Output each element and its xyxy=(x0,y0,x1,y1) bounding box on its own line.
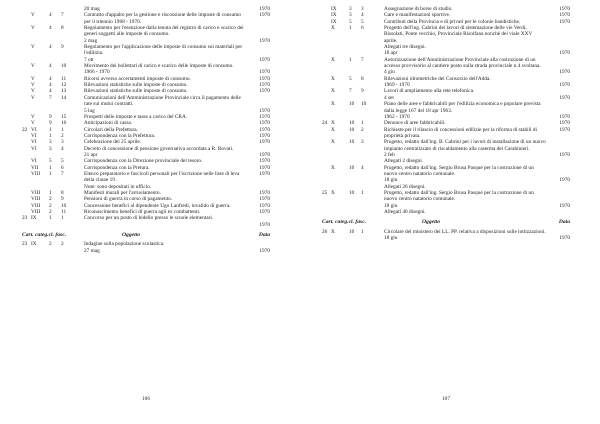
year-cell: 1970 xyxy=(559,82,570,89)
year-cell: 1970 xyxy=(559,94,570,101)
left-page xyxy=(22,6,270,254)
categoria-cell: X xyxy=(331,126,335,133)
categoria-cell: IX xyxy=(331,6,337,12)
oggetto-cell: 2 mag xyxy=(84,37,98,44)
fascicolo-cell: 16 xyxy=(61,120,67,127)
oggetto-cell: 4 giu xyxy=(384,69,395,76)
oggetto-cell: Progetto, redatto dall'ing. Sergio Brusa Pasqué per la costruzione di un nuovo centro natatorio comunale. xyxy=(384,164,534,177)
fascicolo-cell: 1 xyxy=(361,228,364,235)
classe-cell: 2 xyxy=(49,202,52,209)
oggetto-cell: Circolare del ministero dei LL. PP. relativa a disposizioni sulle lottizzazioni. xyxy=(384,228,546,235)
oggetto-cell: Corrispondenza con la Direzione provinciale del tesoro. xyxy=(84,158,203,165)
classe-cell: 5 xyxy=(49,158,52,165)
table-row xyxy=(322,139,570,152)
year-cell: 1970 xyxy=(259,132,270,139)
categoria-cell: V xyxy=(31,63,35,70)
busta-cell: 23 xyxy=(22,241,28,248)
year-cell: 1970 xyxy=(559,202,570,209)
oggetto-cell: Concorso per un posto di bidello presso le scuole elementari. xyxy=(84,215,214,222)
classe-cell: 2 xyxy=(49,196,52,203)
year-cell: 1970 xyxy=(559,235,570,242)
oggetto-cell: Piano delle aree e fabbricabili per l'edilizia economica e popolare prevista dalla legge 167 del 18 apr 1963. xyxy=(384,101,541,114)
classe-cell: 5 xyxy=(349,75,352,82)
classe-cell: 1 xyxy=(349,56,352,63)
oggetto-cell: Note: sono depositati in ufficio. xyxy=(84,183,152,190)
oggetto-cell: Progetto dell'ing. Cabrini dei lavori di sistemazione delle vie Verdi, Bissolati, Ponte vecchio, Provinciale Risolfana nonché del viale XXV aprile. xyxy=(384,25,533,44)
year-cell: 1970 xyxy=(559,120,570,127)
year-cell: 1970 xyxy=(559,69,570,76)
categoria-cell: V xyxy=(31,44,35,51)
table-row xyxy=(22,95,270,108)
oggetto-cell: Progetto, redatto dall'ing. B. Cabrini per i lavori di installazione di un nuovo impianto centralizzato di riscaldamento alla caserma dei Carabinieri. xyxy=(384,139,546,152)
categoria-cell: IX xyxy=(331,18,337,25)
year-cell: 1970 xyxy=(259,113,270,120)
oggetto-cell: Prospetti delle imposte e tasse a carico del CRA. xyxy=(84,113,188,120)
oggetto-cell: Decreto di concessione di pensione governativa accordata a R. Rovati. xyxy=(84,145,234,152)
right-page xyxy=(322,6,570,241)
categoria-cell: V xyxy=(31,12,35,19)
header-cart: Cart. categ.cl. fasc. xyxy=(322,219,367,226)
oggetto-cell: 18 giu xyxy=(384,235,398,242)
classe-cell: 10 xyxy=(349,120,355,127)
categoria-cell: X xyxy=(331,25,335,32)
classe-cell: 4 xyxy=(49,63,52,70)
classe-cell: 2 xyxy=(49,241,52,248)
categoria-cell: VI xyxy=(31,139,37,146)
oggetto-cell: Riconoscimento benefici di guerra agli ex combattenti. xyxy=(84,209,201,215)
left-table-header xyxy=(22,232,270,238)
fascicolo-cell: 8 xyxy=(61,25,64,32)
fascicolo-cell: 9 xyxy=(61,44,64,51)
fascicolo-cell: 4 xyxy=(61,145,64,152)
year-cell: 1970 xyxy=(259,202,270,209)
categoria-cell: X xyxy=(331,120,335,127)
categoria-cell: X xyxy=(331,228,335,235)
oggetto-cell: Progetto, redatto dall'ing. Sergio Brusa Pasqué per la costruzione di un nuovo centro natatorio comunale. xyxy=(384,189,534,203)
fascicolo-cell: 7 xyxy=(361,56,364,63)
header-data: Data xyxy=(558,219,570,226)
categoria-cell: VI xyxy=(31,145,37,152)
categoria-cell: VIII xyxy=(31,170,41,177)
fascicolo-cell: 9 xyxy=(61,196,64,203)
table-row xyxy=(322,235,570,241)
year-cell: 1970 xyxy=(259,126,270,133)
year-cell: 1970 xyxy=(259,221,270,228)
classe-cell: 4 xyxy=(49,44,52,51)
classe-cell: 5 xyxy=(349,18,352,25)
year-cell: 1970 xyxy=(259,189,270,196)
oggetto-cell: Corrispondenza con la Pretura. xyxy=(84,164,150,171)
table-row xyxy=(322,127,570,140)
busta-cell: 25 xyxy=(322,189,328,196)
year-cell: 1970 xyxy=(259,196,270,203)
year-cell: 1970 xyxy=(259,75,270,82)
categoria-cell: VII xyxy=(31,164,39,171)
oggetto-cell: Circolari della Prefettura. xyxy=(84,126,138,133)
table-row xyxy=(22,12,270,25)
categoria-cell: X xyxy=(331,88,335,95)
year-cell: 1970 xyxy=(259,139,270,146)
oggetto-cell: 27 mag xyxy=(84,247,100,254)
year-cell: 1970 xyxy=(259,247,270,254)
oggetto-cell: Regolamento per l'esenzione dalla tenuta del registro di carico e scarico dei generi soggetti alle imposte di consumo. xyxy=(84,25,244,38)
oggetto-cell: Contratto d'appalto per la gestione e riscossione delle imposte di consumo per il triennio 1968 - 1970. xyxy=(84,12,241,25)
year-cell: 1970 xyxy=(259,69,270,76)
busta-cell: 23 xyxy=(22,215,28,222)
fascicolo-cell: 13 xyxy=(61,88,67,95)
table-row xyxy=(322,25,570,44)
categoria-cell: X xyxy=(331,56,335,63)
header-oggetto: Oggetto xyxy=(122,232,141,239)
fascicolo-cell: 10 xyxy=(61,63,67,70)
categoria-cell: X xyxy=(331,139,335,146)
classe-cell: 10 xyxy=(349,164,355,171)
fascicolo-cell: 7 xyxy=(61,12,64,19)
categoria-cell: V xyxy=(31,113,35,120)
classe-cell: 1 xyxy=(49,126,52,133)
fascicolo-cell: 2 xyxy=(361,126,364,133)
fascicolo-cell: 1 xyxy=(61,215,64,222)
oggetto-cell: Celebrazione del 25 aprile. xyxy=(84,139,142,146)
year-cell: 1970 xyxy=(559,6,570,12)
oggetto-cell: 21 apr xyxy=(84,151,98,158)
fascicolo-cell: 9 xyxy=(361,88,364,95)
page-number-left: 106 xyxy=(142,396,150,402)
year-cell: 1970 xyxy=(559,126,570,133)
oggetto-cell: Indagine sulla popolazione scolastica. xyxy=(84,241,165,248)
table-row xyxy=(22,171,270,184)
oggetto-cell: Gare e manifestazioni sportive. xyxy=(384,12,451,19)
categoria-cell: X xyxy=(331,164,335,171)
classe-cell: 10 xyxy=(349,189,355,196)
oggetto-cell: 5 lug xyxy=(84,107,95,114)
classe-cell: 10 xyxy=(349,126,355,133)
categoria-cell: V xyxy=(31,75,35,82)
classe-cell: 4 xyxy=(49,82,52,89)
categoria-cell: VIII xyxy=(31,196,41,203)
classe-cell: 7 xyxy=(49,94,52,101)
fascicolo-cell: 11 xyxy=(61,209,67,215)
oggetto-cell: Richieste per il rilascio di concessioni edilizie per la riforma di stabili di proprietà privata. xyxy=(384,126,537,139)
fascicolo-cell: 5 xyxy=(361,18,364,25)
fascicolo-cell: 2 xyxy=(61,241,64,248)
oggetto-cell: Allegati 26 disegni. xyxy=(384,183,426,190)
table-row xyxy=(322,57,570,70)
fascicolo-cell: 5 xyxy=(61,158,64,165)
oggetto-cell: Movimento dei bollettari di carico e scarico delle imposte di consumo. xyxy=(84,63,234,70)
table-row xyxy=(22,222,270,228)
year-cell: 1970 xyxy=(259,209,270,215)
oggetto-cell: Pensioni di guerra in corso di pagamento. xyxy=(84,196,173,203)
oggetto-cell: Anticipazioni di cassa. xyxy=(84,120,133,127)
oggetto-cell: Contributi della Provincia e di privati per le colonie bandistiche. xyxy=(384,18,521,25)
classe-cell: 3 xyxy=(49,145,52,152)
fascicolo-cell: 1 xyxy=(61,126,64,133)
year-cell: 1970 xyxy=(559,50,570,57)
right-rows xyxy=(322,6,570,215)
table-row xyxy=(322,101,570,114)
oggetto-cell: Concessione benefici al dipendente Ugo Lanfredi, invalido di guerra. xyxy=(84,202,231,209)
classe-cell: 2 xyxy=(49,209,52,215)
oggetto-cell: Corrispondenza con la Prefettura. xyxy=(84,132,156,139)
fascicolo-cell: 10 xyxy=(361,101,367,108)
fascicolo-cell: 15 xyxy=(61,113,67,120)
oggetto-cell: Rilevazioni idrometriche del Consorzio dell'Adda. xyxy=(384,75,491,82)
classe-cell: 7 xyxy=(349,88,352,95)
categoria-cell: V xyxy=(31,120,35,127)
busta-cell: 24 xyxy=(322,120,328,127)
classe-cell: 1 xyxy=(49,164,52,171)
fascicolo-cell: 12 xyxy=(61,82,67,89)
categoria-cell: X xyxy=(331,101,335,108)
fascicolo-cell: 3 xyxy=(61,139,64,146)
page-number-right: 107 xyxy=(442,396,450,402)
year-cell: 1970 xyxy=(259,12,270,19)
right-table-header xyxy=(322,219,570,225)
classe-cell: 10 xyxy=(349,101,355,108)
oggetto-cell: 18 giu xyxy=(384,202,398,209)
classe-cell: 1 xyxy=(349,25,352,32)
table-row xyxy=(22,25,270,38)
oggetto-cell: 1969 - 1970 xyxy=(384,82,410,89)
oggetto-cell: Regolamento per l'applicazione delle imposte di consumo sui materiali per l'edilizia. xyxy=(84,44,243,57)
classe-cell: 4 xyxy=(49,25,52,32)
oggetto-cell: 18 giu xyxy=(384,177,398,184)
fascicolo-cell: 1 xyxy=(361,189,364,196)
classe-cell: 1 xyxy=(49,189,52,196)
fascicolo-cell: 6 xyxy=(361,25,364,32)
categoria-cell: VI xyxy=(31,132,37,139)
categoria-cell: VIII xyxy=(31,202,41,209)
classe-cell: 1 xyxy=(49,170,52,177)
oggetto-cell: 2 feb xyxy=(384,151,395,158)
categoria-cell: IX xyxy=(31,241,37,248)
fascicolo-cell: 8 xyxy=(61,189,64,196)
categoria-cell: VIII xyxy=(31,209,41,215)
oggetto-cell: Denunce di aree fabbricabili. xyxy=(384,120,446,127)
categoria-cell: X xyxy=(331,189,335,196)
oggetto-cell: Ricorsi avverso accertamenti imposte di consumo. xyxy=(84,75,191,82)
year-cell: 1970 xyxy=(559,113,570,120)
year-cell: 1970 xyxy=(259,82,270,89)
fascicolo-cell: 6 xyxy=(61,164,64,171)
classe-cell: 1 xyxy=(49,215,52,222)
fascicolo-cell: 4 xyxy=(361,12,364,19)
classe-cell: 10 xyxy=(349,228,355,235)
table-row xyxy=(322,190,570,203)
year-cell: 1970 xyxy=(559,12,570,19)
classe-cell: 3 xyxy=(49,139,52,146)
categoria-cell: V xyxy=(31,25,35,32)
categoria-cell: VI xyxy=(31,126,37,133)
oggetto-cell: Rilevazioni statistiche sulle imposte di consumo. xyxy=(84,88,188,95)
fascicolo-cell: 2 xyxy=(61,132,64,139)
categoria-cell: V xyxy=(31,94,35,101)
categoria-cell: V xyxy=(31,88,35,95)
oggetto-cell: Rilevazioni statistiche sulle imposte di consumo. xyxy=(84,82,188,89)
table-row xyxy=(22,44,270,57)
right-tail-rows xyxy=(322,229,570,242)
year-cell: 1970 xyxy=(259,170,270,177)
fascicolo-cell: 7 xyxy=(61,170,64,177)
oggetto-cell: 18 apr xyxy=(384,50,398,57)
classe-cell: 4 xyxy=(49,75,52,82)
oggetto-cell: 1966 - 1970 xyxy=(84,69,110,76)
year-cell: 1970 xyxy=(259,37,270,44)
left-rows xyxy=(22,6,270,228)
classe-cell: 4 xyxy=(49,88,52,95)
oggetto-cell: Allegati 2 disegni. xyxy=(384,158,423,165)
oggetto-cell: 4 set xyxy=(384,94,394,101)
fascicolo-cell: 8 xyxy=(361,75,364,82)
categoria-cell: VIII xyxy=(31,189,41,196)
year-cell: 1970 xyxy=(559,177,570,184)
oggetto-cell: 20 mag xyxy=(84,6,100,12)
classe-cell: 4 xyxy=(49,12,52,19)
year-cell: 1970 xyxy=(259,107,270,114)
classe-cell: 1 xyxy=(49,132,52,139)
oggetto-cell: Allegati 40 disegni. xyxy=(384,209,426,215)
oggetto-cell: Manifesti murali per l'arruolamento. xyxy=(84,189,161,196)
year-cell: 1970 xyxy=(259,158,270,165)
year-cell: 1970 xyxy=(559,151,570,158)
fascicolo-cell: 1 xyxy=(361,120,364,127)
categoria-cell: X xyxy=(331,75,335,82)
year-cell: 1970 xyxy=(559,18,570,25)
fascicolo-cell: 3 xyxy=(361,139,364,146)
fascicolo-cell: 4 xyxy=(361,164,364,171)
classe-cell: 9 xyxy=(49,120,52,127)
fascicolo-cell: 10 xyxy=(61,202,67,209)
table-row xyxy=(322,209,570,215)
year-cell: 1970 xyxy=(259,88,270,95)
header-data: Data xyxy=(258,232,270,239)
year-cell: 1970 xyxy=(259,120,270,127)
header-oggetto: Oggetto xyxy=(422,219,441,226)
categoria-cell: VI xyxy=(31,158,37,165)
oggetto-cell: Lavori di ampliamento alla rete telefonica. xyxy=(384,88,475,95)
oggetto-cell: 1962 - 1970 xyxy=(384,113,410,120)
table-row xyxy=(22,248,270,254)
busta-cell: 22 xyxy=(22,126,28,133)
year-cell: 1970 xyxy=(259,151,270,158)
oggetto-cell: Allegati tre disegni. xyxy=(384,44,426,51)
categoria-cell: IX xyxy=(331,12,337,19)
header-cart: Cart. categ.cl. fasc. xyxy=(22,232,67,239)
classe-cell: 9 xyxy=(49,113,52,120)
left-tail-rows xyxy=(22,241,270,254)
busta-cell: 26 xyxy=(322,228,328,235)
oggetto-cell: Autorizzazione dell'Amministrazione Provinciale alla costruzione di un accesso provvisorio al cantiere posto sulla strada provinciale n.4 svoltana. xyxy=(384,56,541,70)
table-row xyxy=(322,165,570,178)
year-cell: 1970 xyxy=(259,164,270,171)
oggetto-cell: Assegnazione di borse di studio. xyxy=(384,6,453,12)
year-cell: 1970 xyxy=(259,56,270,63)
fascicolo-cell: 14 xyxy=(61,94,67,101)
categoria-cell: IX xyxy=(31,215,37,222)
classe-cell: 3 xyxy=(349,6,352,12)
year-cell: 1970 xyxy=(259,6,270,12)
classe-cell: 3 xyxy=(349,12,352,19)
fascicolo-cell: 11 xyxy=(61,75,67,82)
classe-cell: 10 xyxy=(349,139,355,146)
fascicolo-cell: 3 xyxy=(361,6,364,12)
oggetto-cell: 7 ott xyxy=(84,56,94,63)
oggetto-cell: Elenco preparatorio e fascicoli personali per l'iscrizione nelle liste di leva della classe 19 . xyxy=(84,170,240,184)
categoria-cell: V xyxy=(31,82,35,89)
oggetto-cell: Comunicazioni dell'Amministrazione Provinciale circa il pagamento delle rate sui mutui contratti. xyxy=(84,94,241,108)
